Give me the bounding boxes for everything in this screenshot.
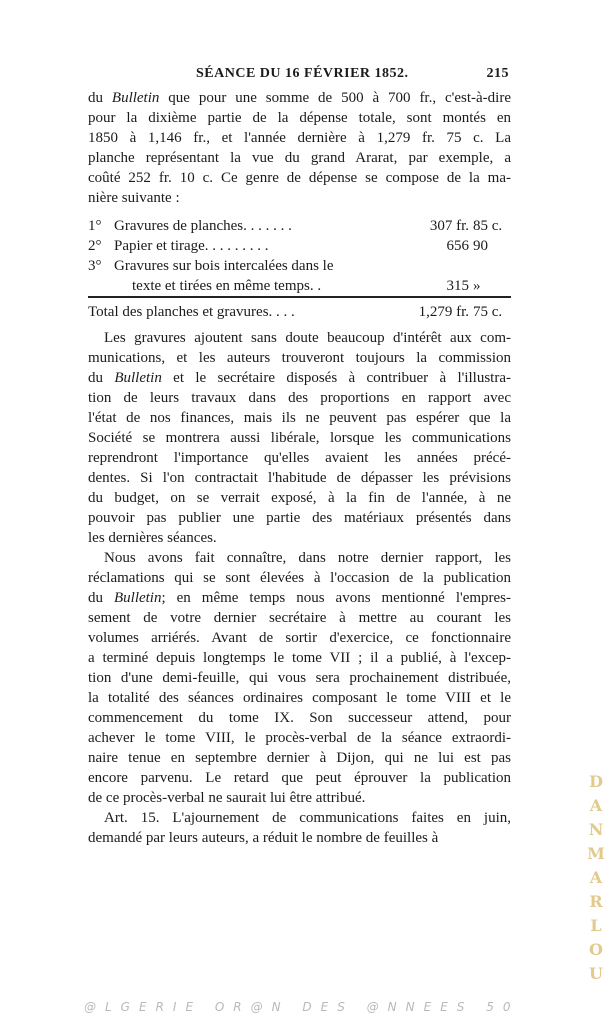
- text-line: Art. 15. L'ajournement de communications faites en juin,: [104, 810, 511, 826]
- paragraph-engravings: [88, 328, 511, 548]
- cost-number: 3°: [88, 258, 102, 274]
- cost-label: Gravures sur bois intercalées dans le: [114, 258, 334, 274]
- text-line: Société se montrera aussi libérale, lorsque les communications: [88, 430, 511, 446]
- text-line: tion d'une demi-feuille, qui vous sera prochainement distribuée,: [88, 670, 511, 686]
- cost-centimes: 90: [473, 238, 488, 254]
- text-line: du budget, on se verrait exposé, à la fin de l'année, à ne: [88, 490, 511, 506]
- paragraph-article-15: [88, 808, 511, 848]
- text-line: a terminé depuis longtemps le tome VII ; il a publié, à l'excep-: [88, 650, 511, 666]
- cost-label: texte et tirées en même temps. .: [132, 278, 322, 294]
- costs-total-row: [88, 297, 511, 322]
- cost-number: [88, 276, 114, 297]
- cost-centimes: 85 c.: [473, 218, 503, 234]
- cost-number: 2°: [88, 238, 102, 254]
- text-line: sement de votre dernier secrétaire à mettre au courant les: [88, 610, 511, 626]
- cost-francs: 315: [446, 278, 469, 294]
- bottom-watermark: @LGERIE OR@N DES @NNEES 50: [84, 1000, 520, 1014]
- text-line: Nous avons fait connaître, dans notre dernier rapport, les: [104, 550, 511, 566]
- text-line: 1850 à 1,146 fr., et l'année dernière à 1,279 fr. 75 c. La: [88, 130, 511, 146]
- text-line: de ce procès-verbal ne saurait lui être attribué.: [88, 790, 366, 806]
- text-line: tion de leurs travaux dans des proportions en rapport avec: [88, 390, 511, 406]
- book-page: [88, 66, 511, 848]
- text-line: nière suivante :: [88, 190, 180, 206]
- cost-row: [88, 216, 511, 236]
- paragraph-bulletin-publication: [88, 548, 511, 808]
- text-line: demandé par leurs auteurs, a réduit le nombre de feuilles à: [88, 830, 439, 846]
- text-line: munications, et les auteurs trouveront toujours la commission: [88, 350, 511, 366]
- cost-francs: [407, 256, 473, 276]
- text-line: dentes. Si l'on contractait l'habitude de dépasser les prévisions: [88, 470, 511, 486]
- text-line: du Bulletin que pour une somme de 500 à 700 fr., c'est-à-dire: [88, 90, 511, 106]
- cost-centimes: »: [473, 278, 481, 294]
- text-line: commencement du tome IX. Son successeur attend, pour: [88, 710, 511, 726]
- cost-row: [88, 236, 511, 256]
- cost-row: [88, 256, 511, 276]
- header-title: SÉANCE DU 16 FÉVRIER 1852.: [196, 66, 409, 81]
- cost-francs: 656: [446, 238, 469, 254]
- cost-label: Papier et tirage. . . . . . . . .: [114, 238, 269, 254]
- text-line: l'état de nos finances, mais ils ne peuvent pas espérer que la: [88, 410, 511, 426]
- text-line: planche représentant la vue du grand Ararat, par exemple, a: [88, 150, 511, 166]
- text-line: du Bulletin et le secrétaire disposés à contribuer à l'illustra-: [88, 370, 512, 386]
- cost-row: [88, 276, 511, 297]
- text-line: reprendront l'importance qu'elles avaient les années précé-: [88, 450, 511, 466]
- text-line: naire tenue en septembre dernier à Dijon, qui ne lui est pas: [88, 750, 511, 766]
- total-c: 75 c.: [473, 297, 511, 322]
- text-line: pouvoir pas publier une partie des matériaux présentés dans: [88, 510, 511, 526]
- total-fr: 1,279 fr.: [407, 297, 473, 322]
- cost-centimes: [473, 256, 511, 276]
- text-line: volumes arriérés. Avant de sortir d'exercice, ce fonctionnaire: [88, 630, 511, 646]
- cost-label: Gravures de planches. . . . . . .: [114, 218, 292, 234]
- page-number: 215: [486, 66, 509, 81]
- paragraph-budget-intro: [88, 88, 511, 208]
- text-line: achever le tome VIII, le procès-verbal de la séance extraordi-: [88, 730, 511, 746]
- text-line: du Bulletin; en même temps nous avons mentionné l'empres-: [88, 590, 511, 606]
- costs-table: [88, 216, 511, 322]
- cost-francs: 307 fr.: [429, 218, 469, 234]
- running-header: [88, 66, 511, 88]
- text-line: pour la dixième partie de la dépense totale, sont montés en: [88, 110, 511, 126]
- total-label: Total des planches et gravures. . . .: [88, 297, 407, 322]
- text-line: les dernières séances.: [88, 530, 217, 546]
- text-line: coûté 252 fr. 10 c. Ce genre de dépense se compose de la ma-: [88, 170, 511, 186]
- side-watermark: D A N M A R L O U: [587, 772, 605, 983]
- cost-number: 1°: [88, 218, 102, 234]
- text-line: Les gravures ajoutent sans doute beaucoup d'intérêt aux com-: [104, 330, 511, 346]
- text-line: encore parvenu. Le retard que peut éprouver la publication: [88, 770, 511, 786]
- text-line: réclamations qui se sont élevées à l'occasion de la publication: [88, 570, 511, 586]
- text-line: la totalité des séances ordinaires composant le tome VIII et le: [88, 690, 511, 706]
